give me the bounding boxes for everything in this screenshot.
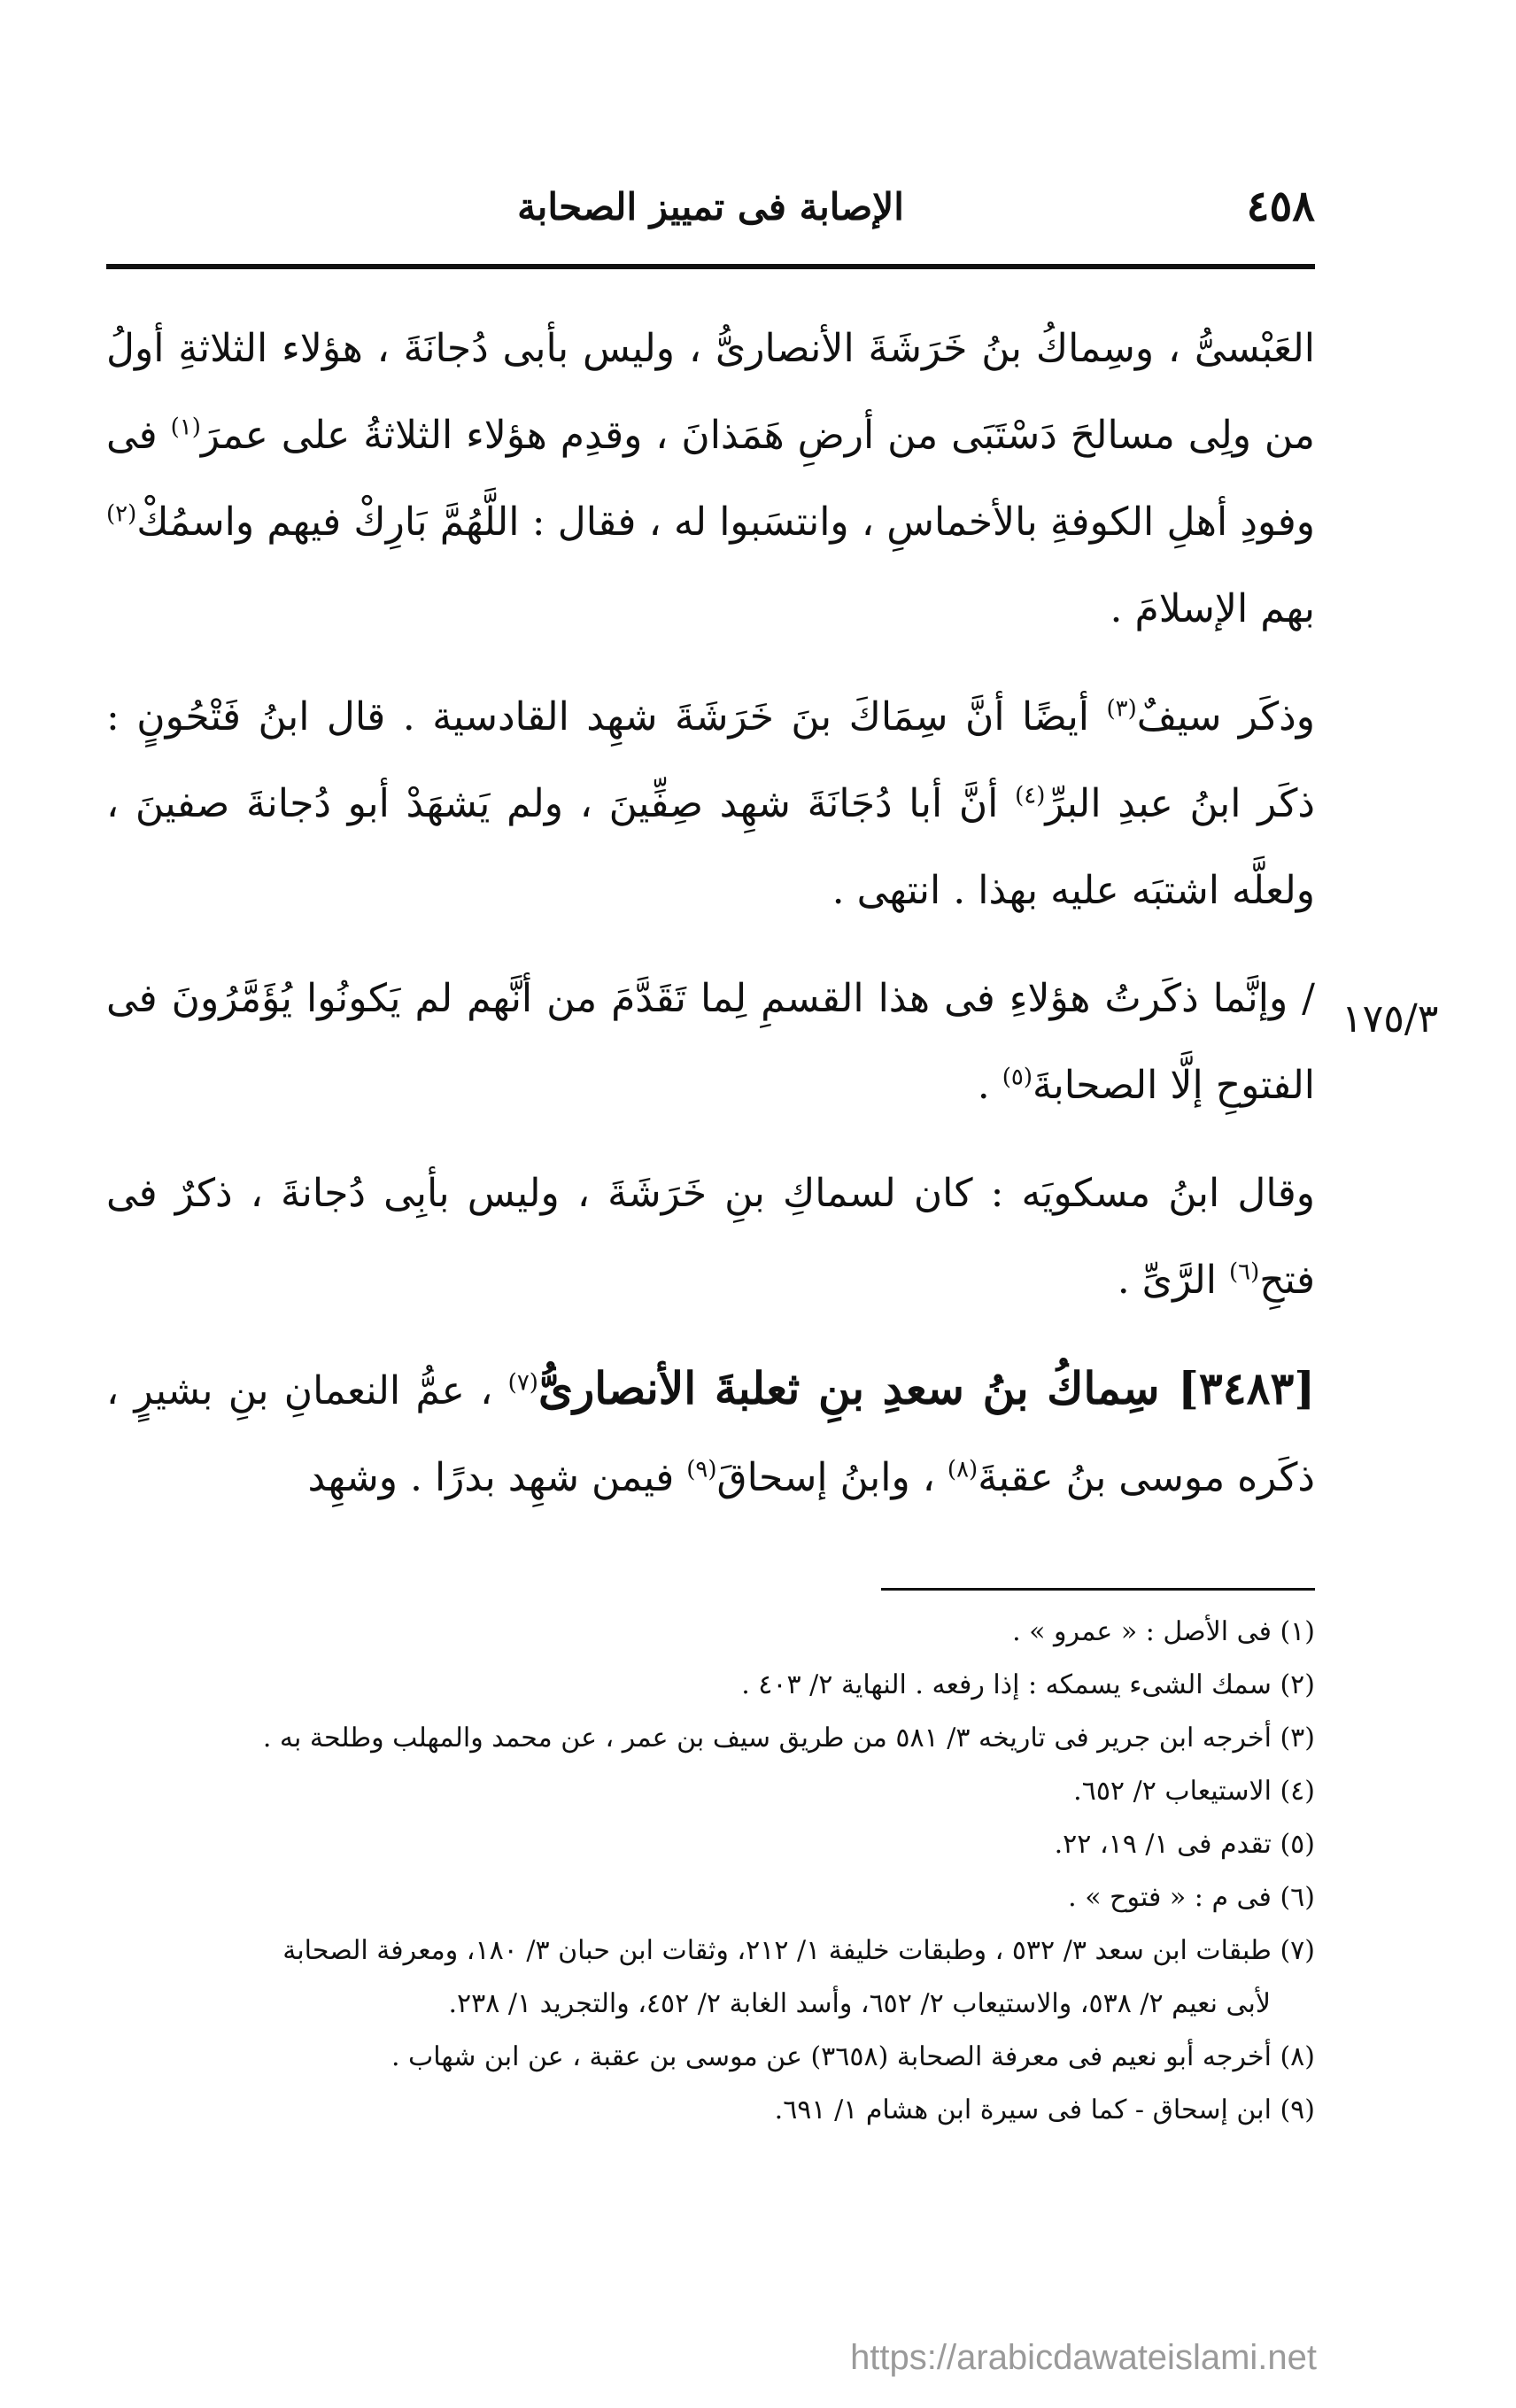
paragraph-4-text: وقال ابنُ مسكويَه : كان لسماكِ بنِ خَرَشَةَ ، وليس بأبِى دُجانةَ ، ذكرٌ فى فتحِ	[106, 1171, 1315, 1303]
footnote-6: (٦) فى م : « فتوح » .	[1068, 1882, 1315, 1913]
paragraph-2-text-2: أيضًا أنَّ سِمَاكَ بنَ خَرَشَةَ شهِد القادسية . قال ابنُ فَتْحُونٍ : ذكَر ابنُ عبدِ البرِّ	[106, 694, 1315, 826]
paragraph-2-text: وذكَر سيفٌ	[1136, 694, 1315, 739]
paragraph-5-text-2: ، وابنُ إسحاقَ	[716, 1455, 948, 1500]
footnote-ref-2[interactable]: (٢)	[106, 500, 137, 528]
paragraph-5-text-3: فيمن شهِد بدرًا . وشهِد	[307, 1455, 687, 1500]
margin-reference: ١٧٥/٣	[1342, 996, 1439, 1041]
footnote-ref-3[interactable]: (٣)	[1106, 695, 1137, 723]
paragraph-4-text-2: الرَّىِّ .	[1117, 1258, 1229, 1303]
paragraph-4	[106, 1150, 1315, 1324]
page-number: ٤٥٨	[1246, 182, 1315, 231]
paragraph-3-text-2: .	[977, 1063, 1002, 1108]
footnote-rule	[881, 1588, 1315, 1591]
paragraph-3	[106, 956, 1315, 1129]
watermark-url: https://arabicdawateislami.net	[850, 2338, 1317, 2377]
main-text	[106, 306, 1315, 1530]
footnote-1: (١) فى الأصل : « عمرو » .	[1012, 1616, 1315, 1647]
footnote-2: (٢) سمك الشىء يسمكه : إذا رفعه . النهاية ٢/ ٤٠٣ .	[741, 1669, 1315, 1700]
paragraph-2-text-3: أنَّ أبا دُجَانَةَ شهِد صِفِّينَ ، ولم يَشهَدْ أبو دُجانةَ صفينَ ، ولعلَّه اشتبَه عليه بهذا . انتهى .	[106, 781, 1315, 913]
header-title: الإصابة فى تمييز الصحابة	[517, 185, 904, 228]
footnote-9: (٩) ابن إسحاق - كما فى سيرة ابن هشام ١/ ٦٩١.	[774, 2094, 1315, 2125]
footnote-5: (٥) تقدم فى ١/ ١٩، ٢٢.	[1054, 1829, 1315, 1860]
paragraph-5	[106, 1345, 1315, 1521]
header-rule	[106, 264, 1315, 269]
paragraph-2	[106, 674, 1315, 934]
paragraph-1-text-3: بهم الإسلامَ .	[1110, 586, 1315, 631]
paragraph-3-text: / وإنَّما ذكَرتُ هؤلاءِ فى هذا القسمِ لِما تَقَدَّمَ من أنَّهم لم يَكونُوا يُؤَمَّرُونَ فى الفتوحِ إلَّا الصحابةَ	[106, 976, 1315, 1108]
paragraph-1	[106, 306, 1315, 653]
paragraph-1-text: العَبْسىُّ ، وسِماكُ بنُ خَرَشَةَ الأنصارىُّ ، وليس بأبى دُجانَةَ ، هؤلاء الثلاثةِ أولُ من ولِى مسالحَ دَسْتَبَى من أرضِ هَمَذانَ ، وقدِم هؤلاء الثلاثةُ على عمرَ	[106, 326, 1315, 458]
paragraph-1-text-2: فى وفودِ أهلِ الكوفةِ بالأخماسِ ، وانتسَبوا له ، فقال : اللَّهُمَّ بَارِكْ فيهم واسمُكْ	[106, 413, 1315, 545]
footnote-ref-8[interactable]: (٨)	[947, 1456, 978, 1483]
footnote-ref-6[interactable]: (٦)	[1229, 1258, 1260, 1286]
footnote-7-continued: لأبى نعيم ٢/ ٥٣٨، والاستيعاب ٢/ ٦٥٢، وأسد الغابة ٢/ ٤٥٢، والتجريد ١/ ٢٣٨.	[448, 1988, 1271, 2019]
footnote-7: (٧) طبقات ابن سعد ٣/ ٥٣٢ ، وطبقات خليفة ١/ ٢١٢، وثقات ابن حبان ٣/ ١٨٠، ومعرفة الصحابة	[282, 1935, 1315, 1966]
footnote-3: (٣) أخرجه ابن جرير فى تاريخه ٣/ ٥٨١ من طريق سيف بن عمر ، عن محمد والمهلب وطلحة به .	[262, 1723, 1315, 1754]
footnote-ref-5[interactable]: (٥)	[1002, 1064, 1033, 1091]
footnote-ref-4[interactable]: (٤)	[1015, 782, 1046, 809]
footnote-ref-7[interactable]: (٧)	[507, 1369, 538, 1397]
footnote-8: (٨) أخرجه أبو نعيم فى معرفة الصحابة (٣٦٥٨) عن موسى بن عقبة ، عن ابن شهاب .	[391, 2041, 1315, 2072]
footnote-ref-1[interactable]: (١)	[170, 414, 201, 441]
running-header	[106, 182, 1315, 244]
paragraph-5-text: ، عمُّ النعمانِ بنِ بشيرٍ ، ذكَره موسى بنُ عقبةَ	[106, 1368, 1315, 1500]
footnote-ref-9[interactable]: (٩)	[686, 1456, 717, 1483]
entry-heading: [٣٤٨٣] سِماكُ بنُ سعدِ بنِ ثعلبةَ الأنصارىُّ	[538, 1362, 1315, 1414]
footnotes	[106, 1607, 1315, 2139]
footnote-4: (٤) الاستيعاب ٢/ ٦٥٢.	[1073, 1776, 1315, 1807]
